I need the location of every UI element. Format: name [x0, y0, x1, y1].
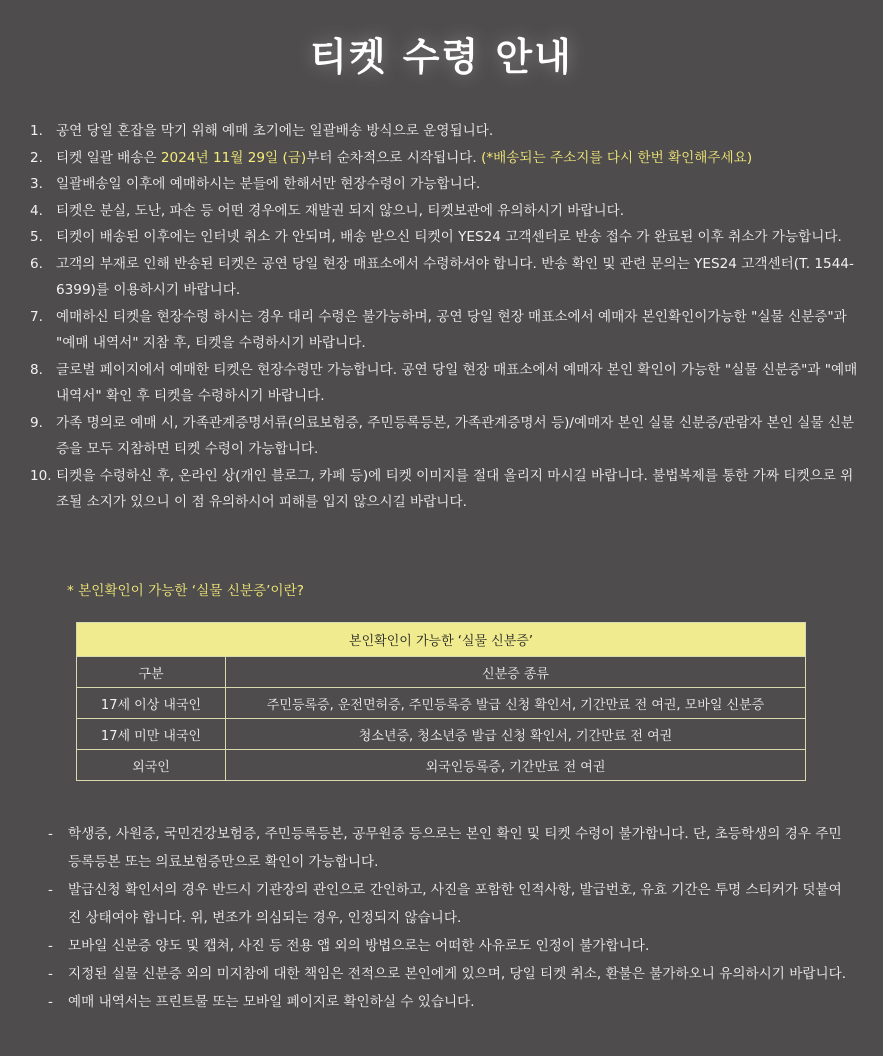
- note-text: 지정된 실물 신분증 외의 미지참에 대한 책임은 전적으로 본인에게 있으며, 당일 티켓 취소, 환불은 불가하오니 유의하시기 바랍니다.: [68, 966, 847, 982]
- list-item: [30, 463, 860, 516]
- rule-text: 고객의 부재로 인해 반송된 티켓은 공연 당일 현장 매표소에서 수령하셔야 합니다. 반송 확인 및 관련 문의는 YES24 고객센터(T. 1544-6399)를 이용하시기 바랍니다.: [56, 255, 854, 298]
- rule-number: 6.: [30, 255, 43, 272]
- rule-number: 9.: [30, 414, 43, 431]
- column-header-id-types: 신분증 종류: [226, 657, 806, 688]
- rule-text: 일괄배송일 이후에 예매하시는 분들에 한해서만 현장수령이 가능합니다.: [56, 176, 481, 192]
- table-row: [77, 688, 806, 719]
- rule-text: 티켓은 분실, 도난, 파손 등 어떤 경우에도 재발권 되지 않으니, 티켓보관에 유의하시기 바랍니다.: [56, 202, 625, 219]
- rule-text: 티켓이 배송된 이후에는 인터넷 취소 가 안되며, 배송 받으신 티켓이 YES24 고객센터로 반송 접수 가 완료된 이후 취소가 가능합니다.: [56, 229, 842, 245]
- list-item: [48, 988, 848, 1016]
- rule-number: 4.: [30, 202, 43, 219]
- note-bullet: -: [48, 938, 53, 954]
- rule-text: 가족 명의로 예매 시, 가족관계증명서류(의료보험증, 주민등록등본, 가족관계증명서 등)/예매자 본인 실물 신분증/관람자 본인 실물 신분증을 모두 지참하면 티켓 수령이 가능합니다.: [56, 414, 855, 457]
- note-text: 발급신청 확인서의 경우 반드시 기관장의 관인으로 간인하고, 사진을 포함한 인적사항, 발급번호, 유효 기간은 투명 스티커가 덧붙여진 상태여야 합니다. 위, 변조가 의심되는 경우, 인정되지 않습니다.: [68, 882, 842, 926]
- table-caption: 본인확인이 가능한 ‘실물 신분증’: [77, 623, 806, 657]
- table-row: [77, 750, 806, 781]
- address-check-note: (*배송되는 주소지를 다시 한번 확인해주세요): [481, 149, 753, 166]
- rule-number: 5.: [30, 229, 43, 245]
- rule-number: 8.: [30, 361, 43, 378]
- rule-text-middle: 부터 순차적으로 시작됩니다.: [306, 149, 482, 166]
- list-item: [30, 410, 860, 463]
- list-item: [48, 876, 848, 932]
- table-cell-category: 17세 이상 내국인: [77, 688, 226, 719]
- rule-text: 공연 당일 혼잡을 막기 위해 예매 초기에는 일괄배송 방식으로 운영됩니다.: [56, 123, 494, 139]
- rule-number: 3.: [30, 176, 43, 192]
- id-table: [76, 622, 806, 781]
- list-item: [30, 251, 860, 304]
- list-item: [30, 224, 860, 251]
- note-bullet: -: [48, 882, 53, 898]
- note-text: 예매 내역서는 프린트물 또는 모바일 페이지로 확인하실 수 있습니다.: [68, 994, 475, 1010]
- table-row: [77, 719, 806, 750]
- rule-text: [56, 145, 860, 172]
- rule-text: 예매하신 티켓을 현장수령 하시는 경우 대리 수령은 불가능하며, 공연 당일 현장 매표소에서 예매자 본인확인이가능한 "실물 신분증"과 "예매 내역서" 지참 후, 티켓을 수령하시기 바랍니다.: [56, 308, 847, 351]
- rule-text: 글로벌 페이지에서 예매한 티켓은 현장수령만 가능합니다. 공연 당일 현장 매표소에서 예매자 본인 확인이 가능한 "실물 신분증"과 "예매 내역서" 확인 후 티켓을 수령하시기 바랍니다.: [56, 361, 858, 404]
- table-cell-category: 외국인: [77, 750, 226, 781]
- list-item: [48, 820, 848, 876]
- note-bullet: -: [48, 966, 53, 982]
- page-title: 티켓 수령 안내: [310, 35, 573, 79]
- table-cell-id-types: 외국인등록증, 기간만료 전 여권: [226, 750, 806, 781]
- list-item: [30, 357, 860, 410]
- column-header-category: 구분: [77, 657, 226, 688]
- table-cell-id-types: 주민등록증, 운전면허증, 주민등록증 발급 신청 확인서, 기간만료 전 여권, 모바일 신분증: [226, 688, 806, 719]
- delivery-date: 2024년 11월 29일 (금): [160, 149, 307, 166]
- id-section-heading: * 본인확인이 가능한 ‘실물 신분증’이란?: [67, 583, 304, 599]
- note-text: 학생증, 사원증, 국민건강보험증, 주민등록등본, 공무원증 등으로는 본인 확인 및 티켓 수령이 불가합니다. 단, 초등학생의 경우 주민등록등본 또는 의료보험증만으로 확인이 가능합니다.: [68, 826, 842, 870]
- rule-text-prefix: 티켓 일괄 배송은: [56, 149, 161, 166]
- table-cell-id-types: 청소년증, 청소년증 발급 신청 확인서, 기간만료 전 여권: [226, 719, 806, 750]
- list-item: [30, 198, 860, 225]
- list-item: [30, 118, 860, 145]
- notes-list: [48, 820, 848, 1016]
- list-item: [30, 171, 860, 198]
- note-bullet: -: [48, 826, 53, 842]
- rule-number: 1.: [30, 123, 43, 139]
- table-cell-category: 17세 미만 내국인: [77, 719, 226, 750]
- rule-number: 10.: [30, 467, 52, 484]
- rule-text: 티켓을 수령하신 후, 온라인 상(개인 블로그, 카페 등)에 티켓 이미지를 절대 올리지 마시길 바랍니다. 불법복제를 통한 가짜 티켓으로 위조될 소지가 있으니 이 점 유의하시어 피해를 입지 않으시길 바랍니다.: [56, 467, 854, 510]
- list-item: [48, 932, 848, 960]
- table-caption-row: [77, 623, 806, 657]
- rules-list: [30, 118, 860, 516]
- note-bullet: -: [48, 994, 53, 1010]
- list-item: [30, 304, 860, 357]
- table-header-row: [77, 657, 806, 688]
- list-item: [30, 145, 860, 172]
- list-item: [48, 960, 848, 988]
- note-text: 모바일 신분증 양도 및 캡쳐, 사진 등 전용 앱 외의 방법으로는 어떠한 사유로도 인정이 불가합니다.: [68, 938, 650, 954]
- rule-number: 2.: [30, 149, 43, 166]
- rule-number: 7.: [30, 308, 43, 325]
